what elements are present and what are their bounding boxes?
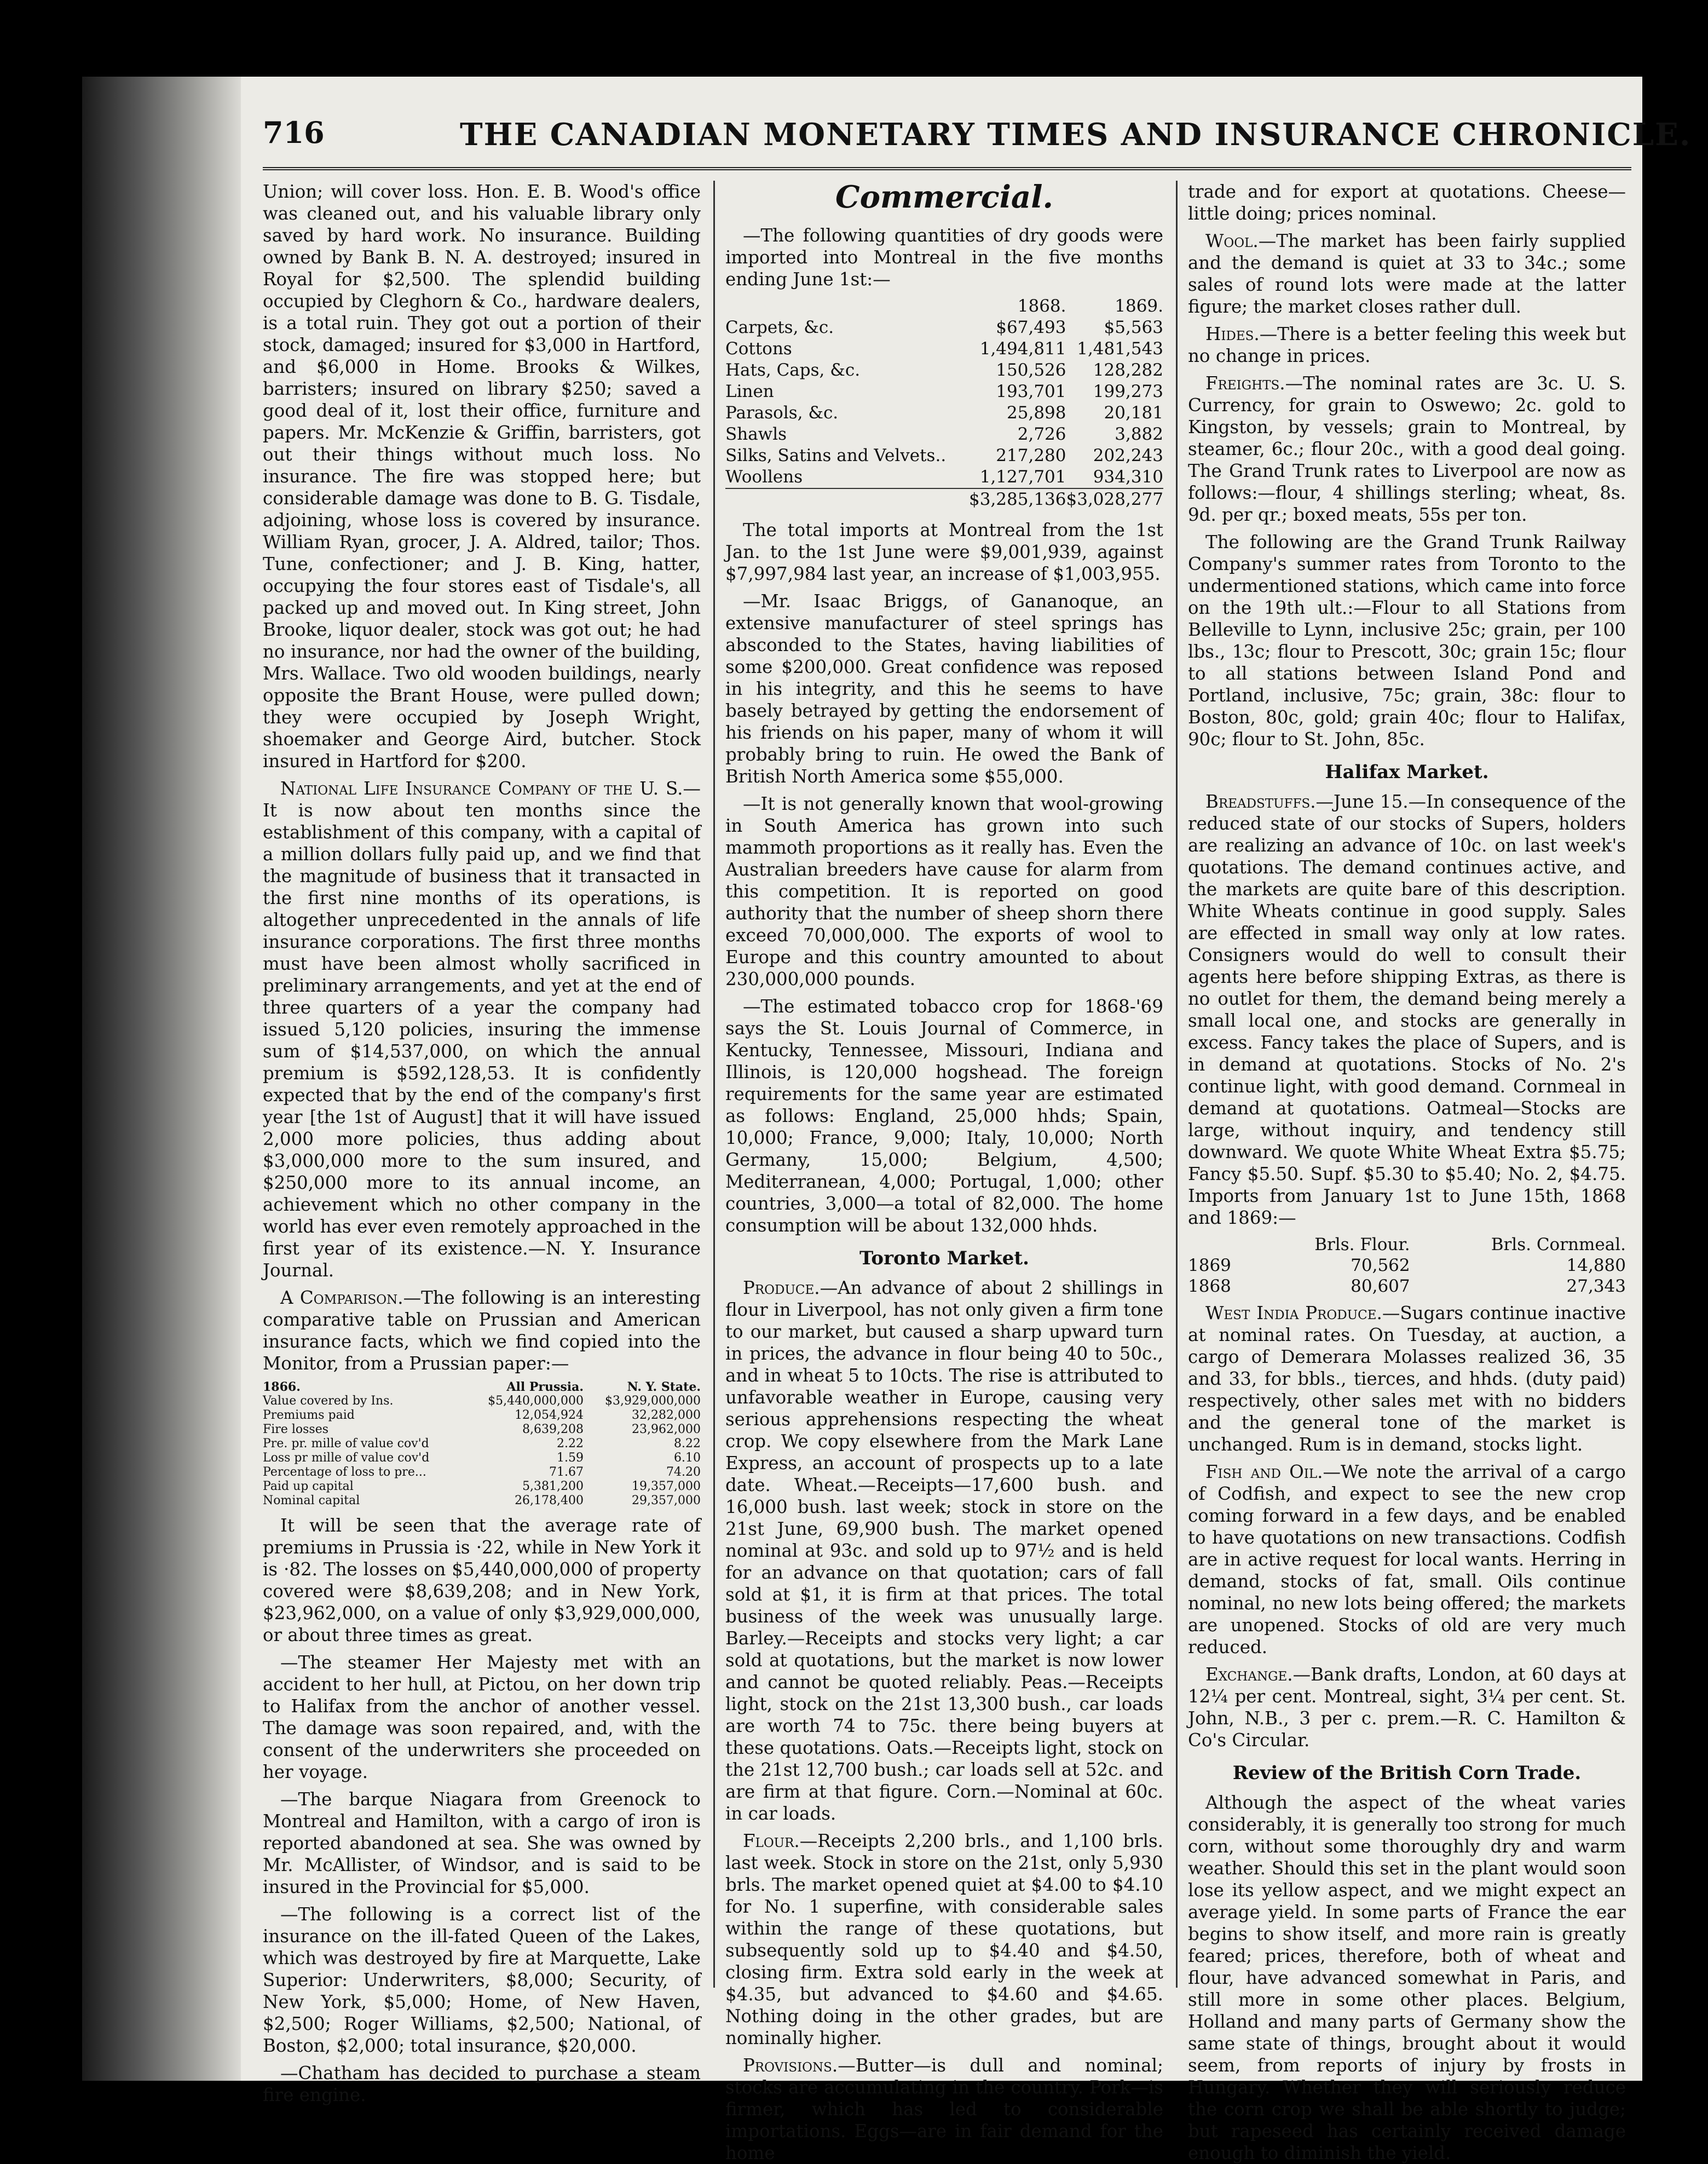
table-cell: 3,882: [1115, 424, 1163, 444]
table-row-label: Linen: [725, 382, 774, 401]
wool-lead: Wool.: [1205, 231, 1259, 251]
table-row-label: Silks, Satins and Velvets..: [725, 446, 947, 465]
exchange-lead: Exchange.: [1205, 1664, 1293, 1685]
west-india-paragraph: [1188, 1302, 1626, 1455]
table-cell: 1.59: [557, 1451, 584, 1465]
provisions-text: —Butter—is dull and nominal; stocks are accumulating in the country. Pork—is firmer, which has led to considerable importations. Eggs—are in fair demand for the home: [725, 2055, 1163, 2163]
comparison-row: [263, 1408, 701, 1423]
flour-lead: Flour.: [743, 1831, 800, 1851]
column-2: [725, 179, 1163, 2163]
table-cell: 71.67: [549, 1465, 584, 1479]
west-india-text: —Sugars continue inactive at nominal rates. On Tuesday, at auction, a cargo of Demerara Molasses realized 36, 35 and 33, for bbls., tierces, and hhds. (duty paid) respectively, other sales met with no bidders and the general tone of the market is unchanged. Rum is in demand, stocks light.: [1188, 1303, 1626, 1455]
table-cell: 20,181: [1104, 403, 1163, 423]
table-cell: 12,054,924: [515, 1408, 584, 1422]
chatham-paragraph: —Chatham has decided to purchase a steam fire engine.: [263, 2063, 701, 2105]
breadstuffs-lead: Breadstuffs.: [1205, 791, 1316, 812]
table-cell: 25,898: [1007, 403, 1066, 423]
breadstuffs-text: —June 15.—In consequence of the reduced state of our stocks of Supers, holders are realizing an advance of 10c. on last week's quotations. The demand continues active, and the markets are quite bare of this description. White Wheats continue in good supply. Sales are effected in small way only at low rates. Consigners would do well to consult their agents here before shipping Extras, as there is no outlet for them, the demand being merely a small local one, and stocks are generally in excess. Fancy takes the place of Supers, and is in demand at quotations. Stocks of No. 2's continue light, with good demand. Cornmeal in demand at quotations. Oatmeal—Stocks are large, without inquiry, and tendency still downward. We quote White Wheat Extra $5.75; Fancy $5.50. Supf. $5.30 to $5.40; No. 2, $4.75. Imports from January 1st to June 15th, 1868 and 1869:—: [1188, 791, 1626, 1228]
table-cell: 8,639,208: [522, 1423, 584, 1436]
table-cell: 23,962,000: [632, 1423, 701, 1436]
dry-goods-intro: —The following quantities of dry goods were imported into Montreal in the five months ending June 1st:—: [725, 225, 1163, 290]
table-row-label: Loss pr mille of value cov'd: [263, 1451, 430, 1465]
table-cell: 32,282,000: [632, 1408, 701, 1422]
table-cell: $5,440,000,000: [488, 1394, 584, 1408]
provisions-lead: Provisions.: [743, 2055, 838, 2076]
table-cell: 202,243: [1093, 446, 1163, 465]
table-row-label: Paid up capital: [263, 1480, 354, 1493]
total-cell: $3,028,277: [1066, 490, 1163, 509]
flour-text: —Receipts 2,200 brls., and 1,100 brls. last week. Stock in store on the 21st, only 5,930 brls. The market opened quiet at $4.00 to $4.10 for No. 1 superfine, with considerable sales within the range of these quotations, but subsequently sold up to $4.40 and $4.50, closing firm. Extra sold early in the week at $4.35, but advanced to $4.60 and $4.65. Nothing doing in the other grades, but are nominally higher.: [725, 1831, 1163, 2048]
trade-continued-paragraph: trade and for export at quotations. Cheese—little doing; prices nominal.: [1188, 181, 1626, 224]
commercial-heading: Commercial.: [835, 179, 1053, 215]
produce-lead: Produce.: [743, 1277, 820, 1298]
comparison-text: —The following is an interesting comparative table on Prussian and American insurance facts, which we find copied into the Monitor, from a Prussian paper:—: [263, 1287, 701, 1374]
flour-paragraph: [725, 1830, 1163, 2049]
table-row-label: Parasols, &c.: [725, 403, 839, 423]
table-cell: 19,357,000: [632, 1480, 701, 1493]
imports-table-body: [725, 296, 1163, 510]
fire-report-paragraph: Union; will cover loss. Hon. E. B. Wood's office was cleaned out, and his valuable library only saved by hard work. No insurance. Building owned by Bank B. N. A. destroyed; insured in Royal for $2,500. The splendid building occupied by Cleghorn & Co., hardware dealers, is a total ruin. They got out a portion of their stock, damaged; insured for $3,000 in Hartford, and $6,000 in Home. Brooks & Wilkes, barristers; insured on library $250; saved a good deal of it, lost their office, furniture and papers. Mr. McKenzie & Griffin, barristers, got out their things without much loss. No insurance. The fire was stopped here; but considerable damage was done to B. G. Tisdale, adjoining, whose loss is covered by insurance. William Ryan, grocer, J. A. Aldred, tailor; Thos. Tune, confectioner; and J. B. King, hatter, occupying the four stores east of Tisdale's, all packed up and moved out. In King street, John Brooke, liquor dealer, stock was got out; he had no insurance, nor had the owner of the building, Mrs. Wallace. Two old wooden buildings, nearly opposite the Brant House, were pulled down; they were occupied by Joseph Wright, shoemaker and George Aird, butcher. Stock insured in Hartford for $200.: [263, 181, 701, 772]
table-cell: 934,310: [1093, 467, 1163, 487]
table-cell: 1,494,811: [979, 339, 1066, 359]
table-row-label: Woollens: [725, 467, 803, 487]
table-row-label: 1869: [1188, 1256, 1231, 1275]
produce-text: —An advance of about 2 shillings in flour in Liverpool, has not only given a firm tone to our market, but caused a sharp upward turn in prices, the advance in flour being 40 to 50c., and in wheat 5 to 10cts. The rise is attributed to unfavorable weather in Europe, causing very serious apprehensions respecting the wheat crop. We copy elsewhere from the Mark Lane Express, an account of prospects up to a late date. Wheat.—Receipts—17,600 bush. and 16,000 bush. last week; stock in store on the 21st June, 69,900 bush. The market opened nominal at 93c. and sold up to 97½ and is held for an advance on that quotation; cars of fall sold at $1, it is firm at that prices. The total business of the week was unusually large. Barley.—Receipts and stocks very light; a car sold at quotations, but the market is now lower and cannot be quoted reliably. Peas.—Receipts light, stock on the 21st 13,300 bush., car loads are worth 74 to 75c. there being buyers at these quotations. Oats.—Receipts light, stock on the 21st 12,700 bush.; car loads sell at 52c. and are firm at that figure. Corn.—Nominal at 60c. in car loads.: [725, 1277, 1163, 1824]
halifax-table-body: [1188, 1234, 1626, 1297]
table-row-label: Carpets, &c.: [725, 318, 834, 337]
halifax-col-flour: Brls. Flour.: [1314, 1235, 1410, 1254]
table-row-label: Value covered by Ins.: [263, 1394, 394, 1408]
comparison-row: [263, 1480, 701, 1494]
comparison-table: [263, 1380, 701, 1508]
wool-growing-paragraph: —It is not generally known that wool-growing in South America has grown into such mammoth proportions as it really has. Even the Australian breeders have cause for alarm from this competition. It is reported on good authority that the number of sheep shorn there exceed 70,000,000. The exports of wool to Europe and this country amounted to about 230,000,000 pounds.: [725, 793, 1163, 989]
comparison-paragraph: [263, 1287, 701, 1374]
running-title: THE CANADIAN MONETARY TIMES AND INSURANCE CHRONICLE.: [460, 117, 1692, 153]
imports-table-header: [725, 296, 1163, 317]
imports-table: [725, 296, 1163, 510]
national-life-text: —It is now about ten months since the establishment of this company, with a capital of a million dollars fully paid up, and we find that the magnitude of business that it transacted in the first nine months of its operations, is altogether unprecedented in the annals of life insurance corporations. The first three months must have been almost wholly sacrificed in preliminary arrangements, and yet at the end of three quarters of a year the company had issued 5,120 policies, insuring the immense sum of $14,537,000, on which the annual premium is $592,128,53. It is confidently expected that by the end of the company's first year [the 1st of August] that it will have issued 2,000 more policies, thus adding about $3,000,000 more to the sum insured, and $250,000 more to its annual income, an achievement which no other company in the world has ever even remotely approached in the first year of its existence.—N. Y. Insurance Journal.: [263, 778, 701, 1281]
halifax-row: [1188, 1276, 1626, 1297]
table-cell: 150,526: [996, 360, 1066, 380]
fish-oil-paragraph: [1188, 1461, 1626, 1658]
comparison-row: [263, 1465, 701, 1480]
table-row-label: Premiums paid: [263, 1408, 355, 1422]
table-cell: 193,701: [996, 382, 1066, 401]
table-row-label: Shawls: [725, 424, 787, 444]
page-header: [263, 107, 1692, 170]
table-row-label: [725, 488, 969, 510]
imports-row: [725, 445, 1163, 467]
imports-row: [725, 402, 1163, 424]
imports-col-item: [725, 296, 969, 317]
comparison-col-year: 1866.: [263, 1380, 301, 1394]
wool-paragraph: [1188, 230, 1626, 318]
queen-of-lakes-paragraph: —The following is a correct list of the insurance on the ill-fated Queen of the Lakes, which was destroyed by fire at Marquette, Lake Superior: Underwriters, $8,000; Security, of New York, $5,000; Home, of New Haven, $2,500; Roger Williams, $2,500; National, of Boston, $2,000; total insurance, $20,000.: [263, 1904, 701, 2056]
toronto-market-heading: Toronto Market.: [859, 1247, 1029, 1269]
table-cell: $67,493: [996, 318, 1066, 337]
fish-oil-lead: Fish and Oil.: [1205, 1461, 1323, 1482]
tobacco-paragraph: —The estimated tobacco crop for 1868-'69 says the St. Louis Journal of Commerce, in Kentucky, Tennessee, Missouri, Indiana and Illinois, is 120,000 hogshead. The foreign requirements for the same year are estimated as follows: England, 25,000 hhds; Spain, 10,000; France, 9,000; Italy, 10,000; North Germany, 15,000; Belgium, 4,500; Mediterranean, 4,000; Portugal, 1,000; other countries, 3,000—a total of 82,000. The home consumption will be about 132,000 hhds.: [725, 996, 1163, 1236]
imports-row: [725, 424, 1163, 445]
imports-col-1868: 1868.: [1017, 296, 1066, 316]
comparison-row: [263, 1423, 701, 1437]
halifax-market-heading: Halifax Market.: [1325, 761, 1489, 783]
table-cell: 1,127,701: [979, 467, 1066, 487]
table-row-label: Percentage of loss to pre...: [263, 1465, 426, 1479]
steamer-paragraph: —The steamer Her Majesty met with an accident to her hull, at Pictou, on her down trip to Halifax from the anchor of another vessel. The damage was soon repaired, and, with the consent of the underwriters she proceeded on her voyage.: [263, 1652, 701, 1782]
west-india-lead: West India Produce.: [1205, 1303, 1382, 1323]
provisions-paragraph: [725, 2054, 1163, 2164]
total-cell: $3,285,136: [969, 490, 1066, 509]
table-cell: 80,607: [1351, 1276, 1410, 1296]
premium-rate-paragraph: It will be seen that the average rate of premiums in Prussia is ·22, while in New York it is ·82. The losses on $5,440,000,000 of property covered were $8,639,208; and in New York, $23,962,000, on a value of only $3,929,000,000, or about three times as great.: [263, 1515, 701, 1645]
table-cell: 5,381,200: [522, 1480, 584, 1493]
exchange-text: —Bank drafts, London, at 60 days at 12¼ per cent. Montreal, sight, 3¼ per cent. St. John, N.B., 3 per c. prem.—R. C. Hamilton & Co's Circular.: [1188, 1664, 1626, 1751]
total-imports-paragraph: The total imports at Montreal from the 1st Jan. to the 1st June were $9,001,939, against $7,997,984 last year, an increase of $1,003,955.: [725, 520, 1163, 584]
table-cell: 128,282: [1093, 360, 1163, 380]
column-3: [1188, 181, 1626, 2163]
hides-lead: Hides.: [1205, 324, 1260, 344]
exchange-paragraph: [1188, 1664, 1626, 1751]
wool-text: —The market has been fairly supplied and the demand is quiet at 33 to 34c.; some sales of round lots were made at the latter figure; the market closes rather dull.: [1188, 231, 1626, 317]
comparison-row: [263, 1394, 701, 1408]
table-row-label: Cottons: [725, 339, 792, 359]
grand-trunk-paragraph: The following are the Grand Trunk Railway Company's summer rates from Toronto to the undermentioned stations, which came into force on the 19th ult.:—Flour to all Stations from Belleville to Lynn, inclusive 25c; grain, per 100 lbs., 13c; flour to Prescott, 30c; grain 15c; flour to all stations between Island Pond and Portland, inclusive, 75c; grain, 38c: flour to Boston, 80c, gold; grain 40c; flour to Halifax, 90c; flour to St. John, 85c.: [1188, 532, 1626, 750]
comparison-col-ny: N. Y. State.: [627, 1380, 701, 1394]
imports-col-1869: 1869.: [1115, 296, 1163, 316]
table-cell: 26,178,400: [515, 1494, 584, 1507]
book-gutter-shadow: [82, 77, 241, 2081]
table-row-label: Pre. pr. mille of value cov'd: [263, 1437, 429, 1451]
freights-paragraph: [1188, 372, 1626, 526]
imports-row: [725, 467, 1163, 488]
comparison-col-prussia: All Prussia.: [506, 1380, 584, 1394]
table-cell: 74.20: [666, 1465, 701, 1479]
column-1: [263, 181, 701, 2105]
barque-paragraph: —The barque Niagara from Greenock to Montreal and Hamilton, with a cargo of iron is reported abandoned at sea. She was owned by Mr. McAllister, of Windsor, and is said to be insured in the Provincial for $5,000.: [263, 1789, 701, 1897]
table-cell: 2,726: [1017, 424, 1066, 444]
table-row-label: 1868: [1188, 1276, 1231, 1296]
national-life-lead: National Life Insurance Company of the U. S.: [280, 778, 683, 799]
halifax-imports-table: [1188, 1234, 1626, 1297]
table-row-label: Nominal capital: [263, 1494, 360, 1507]
hides-text: —There is a better feeling this week but no change in prices.: [1188, 324, 1626, 366]
column-rule-1: [713, 181, 715, 1988]
halifax-table-header: [1188, 1234, 1626, 1255]
freights-text: —The nominal rates are 3c. U. S. Currency, for grain to Oswewo; 2c. gold to Kingston, by vessels; grain to Montreal, by steamer, 6c.; flour 20c., with a good deal going. The Grand Trunk rates to Liverpool are now as follows:—flour, 4 shillings sterling; wheat, 8s. 9d. per qr.; boxed meats, 55s per ton.: [1188, 373, 1626, 525]
halifax-col-year: [1188, 1234, 1257, 1255]
imports-row: [725, 338, 1163, 360]
imports-row: [725, 381, 1163, 402]
table-row-label: Hats, Caps, &c.: [725, 360, 861, 380]
corn-trade-heading: Review of the British Corn Trade.: [1232, 1762, 1582, 1784]
imports-row: [725, 360, 1163, 381]
corn-trade-paragraph: Although the aspect of the wheat varies considerably, it is generally too strong for much corn, without some thoroughly dry and warm weather. Should this set in the plant would soon lose its yellow aspect, and we might expect an average yield. In some parts of France the ear begins to show itself, and more rain is greatly feared; prices, therefore, both of wheat and flour, have advanced somewhat in Paris, and still more in some other places. Belgium, Holland and many parts of Germany show the same state of things, brought about it would seem, from reports of injury by frosts in Hungary. Whether they will seriously reduce the corn crop we shall be able shortly to judge; but rapeseed has certainly received damage enough to diminish the yield.: [1188, 1792, 1626, 2163]
fish-oil-text: —We note the arrival of a cargo of Codfish, and expect to see the new crop coming forward in a few days, and be enabled to have quotations on new transactions. Codfish are in active request for local wants. Herring in demand, stocks of fat, small. Oils continue nominal, no new lots being offered; the markets are unopened. Stocks of old are very much reduced.: [1188, 1461, 1626, 1657]
comparison-row: [263, 1494, 701, 1508]
table-cell: 2.22: [557, 1437, 584, 1451]
table-cell: 29,357,000: [632, 1494, 701, 1507]
breadstuffs-paragraph: [1188, 791, 1626, 1229]
table-cell: 199,273: [1093, 382, 1163, 401]
table-cell: 27,343: [1566, 1276, 1626, 1296]
imports-total-row: [725, 488, 1163, 510]
table-cell: $5,563: [1104, 318, 1163, 337]
halifax-row: [1188, 1255, 1626, 1276]
comparison-table-body: [263, 1394, 701, 1508]
comparison-row: [263, 1437, 701, 1451]
table-cell: 217,280: [996, 446, 1066, 465]
table-cell: 6.10: [674, 1451, 701, 1465]
hides-paragraph: [1188, 323, 1626, 367]
imports-row: [725, 317, 1163, 338]
newspaper-page: [82, 77, 1692, 2163]
halifax-col-cornmeal: Brls. Cornmeal.: [1491, 1235, 1626, 1254]
comparison-lead: A Comparison.: [280, 1287, 403, 1308]
table-row-label: Fire losses: [263, 1423, 329, 1436]
table-cell: 70,562: [1351, 1256, 1410, 1275]
table-cell: 8.22: [674, 1437, 701, 1451]
table-cell: 1,481,543: [1077, 339, 1163, 359]
page-number: 716: [263, 115, 325, 150]
comparison-row: [263, 1451, 701, 1465]
produce-paragraph: [725, 1277, 1163, 1825]
briggs-paragraph: —Mr. Isaac Briggs, of Gananoque, an extensive manufacturer of steel springs has absconded to the States, having liabilities of some $200,000. Great confidence was reposed in his integrity, and this he seems to have basely betrayed by getting the endorsement of his friends on his paper, many of whom it will probably bring to ruin. He owed the Bank of British North America some $55,000.: [725, 591, 1163, 787]
column-rule-2: [1176, 181, 1178, 1988]
comparison-table-header: [263, 1380, 701, 1394]
freights-lead: Freights.: [1205, 373, 1285, 394]
table-cell: 14,880: [1566, 1256, 1626, 1275]
national-life-paragraph: [263, 778, 701, 1281]
table-cell: $3,929,000,000: [605, 1394, 701, 1408]
